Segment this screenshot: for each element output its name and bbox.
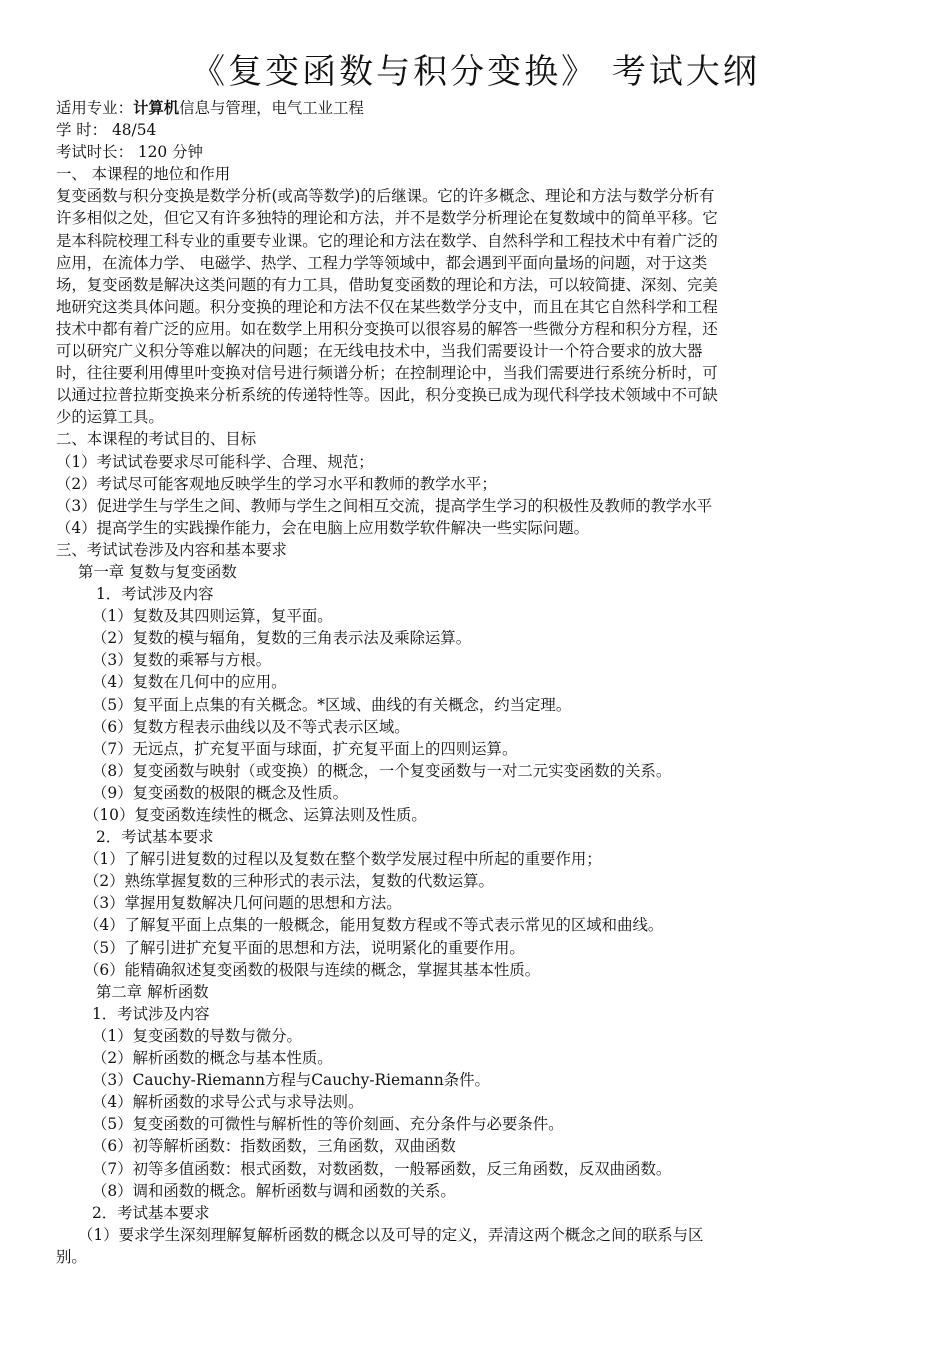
chapter1-req-heading: 2．考试基本要求 — [96, 828, 214, 847]
objective-item: （2）考试尽可能客观地反映学生的学习水平和教师的教学水平； — [56, 474, 497, 493]
document-title: 《复变函数与积分变换》 考试大纲 — [191, 52, 760, 92]
chapter2-content-heading: 1．考试涉及内容 — [92, 1004, 210, 1023]
chapter1-requirement: （6）能精确叙述复变函数的极限与连续的概念，掌握其基本性质。 — [84, 960, 541, 979]
chapter1-content-item: （4）复数在几何中的应用。 — [92, 673, 287, 692]
chapter1-requirement: （3）掌握用复数解决几何问题的思想和方法。 — [84, 894, 402, 913]
paragraph-line: 少的运算工具。 — [56, 408, 164, 427]
chapter1-content-item: （6）复数方程表示曲线以及不等式表示区域。 — [92, 717, 410, 736]
chapter2-content-item: （1）复变函数的导数与微分。 — [92, 1026, 302, 1045]
paragraph-line: 场，复变函数是解决这类问题的有力工具，借助复变函数的理论和方法，可以较简捷、深刻、完美 — [56, 275, 718, 294]
chapter1-content-item: （5）复平面上点集的有关概念。*区域、曲线的有关概念，约当定理。 — [92, 695, 572, 714]
paragraph-line: 可以研究广义积分等难以解决的问题；在无线电技术中，当我们需要设计一个符合要求的放大器 — [56, 342, 703, 361]
objective-item: （1）考试试卷要求尽可能科学、合理、规范； — [56, 452, 374, 471]
chapter1-requirement: （5）了解引进扩充复平面的思想和方法，说明紧化的重要作用。 — [84, 938, 525, 957]
major-rest: 信息与管理，电气工业工程 — [179, 99, 364, 117]
major-bold: 计算机 — [132, 99, 180, 117]
section1-paragraph — [56, 185, 896, 428]
exam-duration: 考试时长： 120 分钟 — [56, 143, 203, 162]
paragraph-line: 以通过拉普拉斯变换来分析系统的传递特性等。因此，积分变换已成为现代科学技术领域中不可缺 — [56, 386, 718, 405]
paragraph-line: 地研究这类具体问题。积分变换的理论和方法不仅在某些数学分支中，而且在其它自然科学和工程 — [56, 297, 718, 316]
chapter2-content-item: （6）初等解析函数：指数函数，三角函数，双曲函数 — [92, 1137, 456, 1156]
paragraph-line: 时，往往要利用傅里叶变换对信号进行频谱分析；在控制理论中，当我们需要进行系统分析时，可 — [56, 364, 718, 383]
document-body — [56, 97, 896, 1268]
major-label: 适用专业： — [56, 99, 133, 117]
chapter2-content-item: （8）调和函数的概念。解析函数与调和函数的关系。 — [92, 1181, 456, 1200]
chapter2-content-item: （4）解析函数的求导公式与求导法则。 — [92, 1093, 364, 1112]
chapter1-requirement: （1）了解引进复数的过程以及复数在整个数学发展过程中所起的重要作用； — [84, 850, 602, 869]
chapter1-content-item: （10）复变函数连续性的概念、运算法则及性质。 — [84, 806, 427, 824]
objective-item: （3）促进学生与学生之间、教师与学生之间相互交流，提高学生学习的积极性及教师的教学水平 — [56, 496, 713, 515]
chapter2-requirement: 别。 — [56, 1247, 87, 1266]
chapter2-content-item: （7）初等多值函数：根式函数，对数函数，一般幂函数，反三角函数，反双曲函数。 — [92, 1159, 672, 1178]
chapter1-content-item: （9）复变函数的极限的概念及性质。 — [92, 783, 349, 802]
chapter1-content-item: （3）复数的乘幂与方根。 — [92, 651, 272, 670]
chapter2-content-item: （5）复变函数的可微性与解析性的等价刻画、充分条件与必要条件。 — [92, 1115, 564, 1134]
chapter2-req-heading: 2．考试基本要求 — [92, 1203, 210, 1222]
paragraph-line: 应用，在流体力学、 电磁学、热学、工程力学等领域中，都会遇到平面向量场的问题，对于这类 — [56, 253, 708, 272]
paragraph-line: 复变函数与积分变换是数学分析(或高等数学)的后继课。它的许多概念、理论和方法与数学分析有 — [56, 187, 715, 206]
section1-heading: 一、 本课程的地位和作用 — [56, 165, 231, 184]
chapter2-title: 第二章 解析函数 — [96, 982, 209, 1001]
chapter2-requirement: （1）要求学生深刻理解复解析函数的概念以及可导的定义，弄清这两个概念之间的联系与区 — [78, 1225, 704, 1244]
chapter1-content-item: （8）复变函数与映射（或变换）的概念，一个复变函数与一对二元实变函数的关系。 — [92, 761, 672, 780]
chapter2-content-item: （3）Cauchy-Riemann方程与Cauchy-Riemann条件。 — [92, 1071, 490, 1090]
chapter1-content-heading: 1．考试涉及内容 — [96, 585, 214, 604]
paragraph-line: 许多相似之处，但它又有许多独特的理论和方法，并不是数学分析理论在复数域中的简单平移。它 — [56, 209, 718, 228]
chapter1-requirement: （4）了解复平面上点集的一般概念，能用复数方程或不等式表示常见的区域和曲线。 — [84, 916, 664, 935]
chapter1-content-item: （2）复数的模与辐角，复数的三角表示法及乘除运算。 — [92, 629, 472, 648]
section3-heading: 三、考试试卷涉及内容和基本要求 — [56, 540, 287, 559]
paragraph-line: 技术中都有着广泛的应用。如在数学上用积分变换可以很容易的解答一些微分方程和积分方程，还 — [56, 319, 718, 338]
chapter1-content-item: （1）复数及其四则运算，复平面。 — [92, 607, 333, 626]
applicable-major — [56, 97, 896, 119]
chapter1-title: 第一章 复数与复变函数 — [78, 562, 237, 581]
section2-heading: 二、本课程的考试目的、目标 — [56, 430, 257, 449]
chapter1-content-item: （7）无远点，扩充复平面与球面，扩充复平面上的四则运算。 — [92, 739, 518, 758]
objective-item: （4）提高学生的实践操作能力，会在电脑上应用数学软件解决一些实际问题。 — [56, 518, 590, 537]
chapter2-content-item: （2）解析函数的概念与基本性质。 — [92, 1049, 333, 1068]
course-hours: 学 时： 48/54 — [56, 121, 157, 140]
paragraph-line: 是本科院校理工科专业的重要专业课。它的理论和方法在数学、自然科学和工程技术中有着广泛的 — [56, 231, 718, 250]
chapter1-requirement: （2）熟练掌握复数的三种形式的表示法，复数的代数运算。 — [84, 872, 494, 891]
